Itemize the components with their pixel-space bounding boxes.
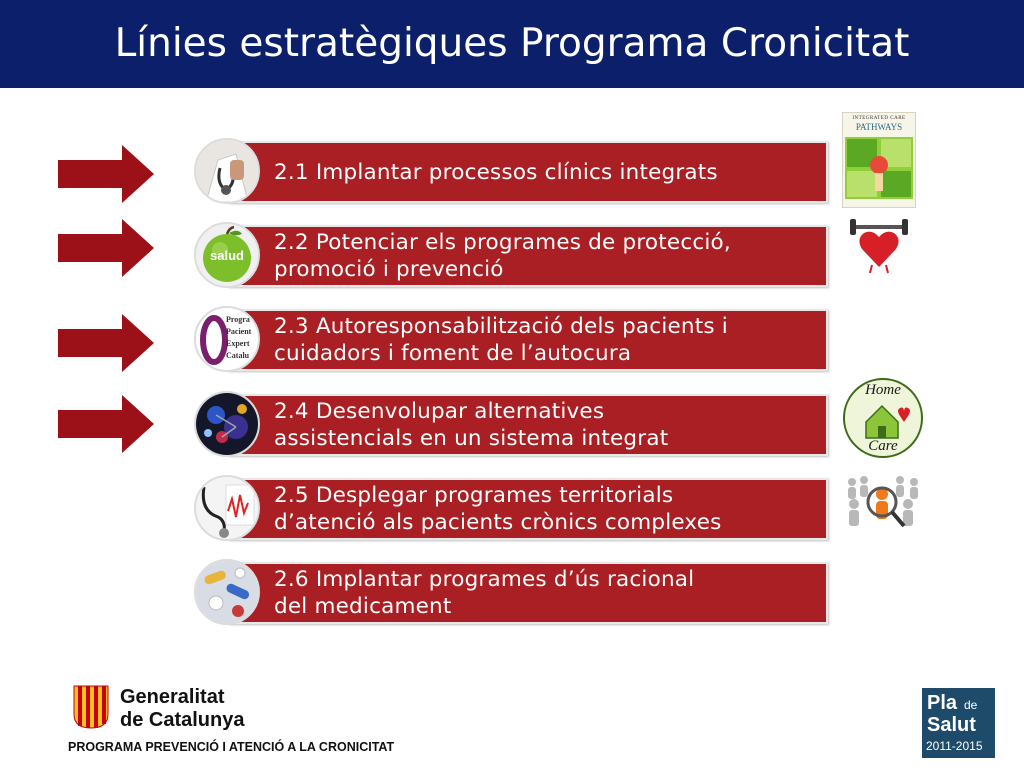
footer-program-text: PROGRAMA PREVENCIÓ I ATENCIÓ A LA CRONICITAT [68, 740, 395, 754]
line-label: 2.2 Potenciar els programes de protecció, [274, 230, 731, 255]
line-label: 2.6 Implantar programes d’ús racional [274, 567, 695, 592]
book-cover-image [842, 112, 916, 208]
generalitat-name: Generalitat [120, 686, 225, 708]
stethoscope-chart-icon [194, 475, 260, 541]
arrow-right-icon [58, 314, 154, 372]
crowd-magnifier-image [844, 472, 924, 534]
generalitat-logo-icon [72, 684, 110, 730]
home-care-text: Care [868, 438, 898, 454]
strategic-line-2-2 [228, 225, 828, 287]
pla-de-salut-logo [922, 688, 995, 758]
strategic-line-2-1 [228, 141, 828, 203]
home-care-text: Home [865, 382, 901, 398]
page-title: Línies estratègiques Programa Cronicitat [114, 21, 910, 66]
pla-logo-text: Pla [927, 692, 958, 714]
pills-icon [194, 559, 260, 625]
line-label-cont: del medicament [274, 594, 452, 619]
line-label: 2.1 Implantar processos clínics integrats [274, 159, 718, 185]
apple-salud-icon [194, 222, 260, 288]
arrow-right-icon [58, 145, 154, 203]
line-label-cont: cuidadors i foment de l’autocura [274, 341, 632, 366]
pla-logo-text: Salut [927, 714, 976, 736]
arrow-right-icon [58, 219, 154, 277]
badge-label: Progra Pacient Expert Catalu [226, 315, 252, 360]
line-label-cont: promoció i prevenció [274, 257, 504, 282]
line-label: 2.3 Autoresponsabilització dels pacients i [274, 314, 728, 339]
stethoscope-doctor-icon [194, 138, 260, 204]
strategic-line-2-4 [228, 394, 828, 456]
heart-dumbbell-image [850, 215, 908, 275]
programa-pacient-expert-logo [194, 306, 260, 372]
molecule-network-icon [194, 391, 260, 457]
line-label-cont: assistencials en un sistema integrat [274, 426, 669, 451]
home-care-logo [842, 376, 924, 462]
strategic-line-2-3 [228, 309, 828, 371]
line-label-cont: d’atenció als pacients crònics complexes [274, 510, 722, 535]
book-title-line1: INTEGRATED CARE [852, 116, 906, 121]
badge-label: salud [210, 248, 244, 263]
strategic-line-2-6 [228, 562, 828, 624]
strategic-line-2-5 [228, 478, 828, 540]
book-title-line2: PATHWAYS [855, 122, 903, 132]
line-label: 2.5 Desplegar programes territorials [274, 483, 674, 508]
pla-logo-text: de [964, 698, 978, 712]
line-label: 2.4 Desenvolupar alternatives [274, 399, 605, 424]
generalitat-name: de Catalunya [120, 709, 245, 731]
arrow-right-icon [58, 395, 154, 453]
pla-logo-years: 2011-2015 [926, 739, 983, 753]
